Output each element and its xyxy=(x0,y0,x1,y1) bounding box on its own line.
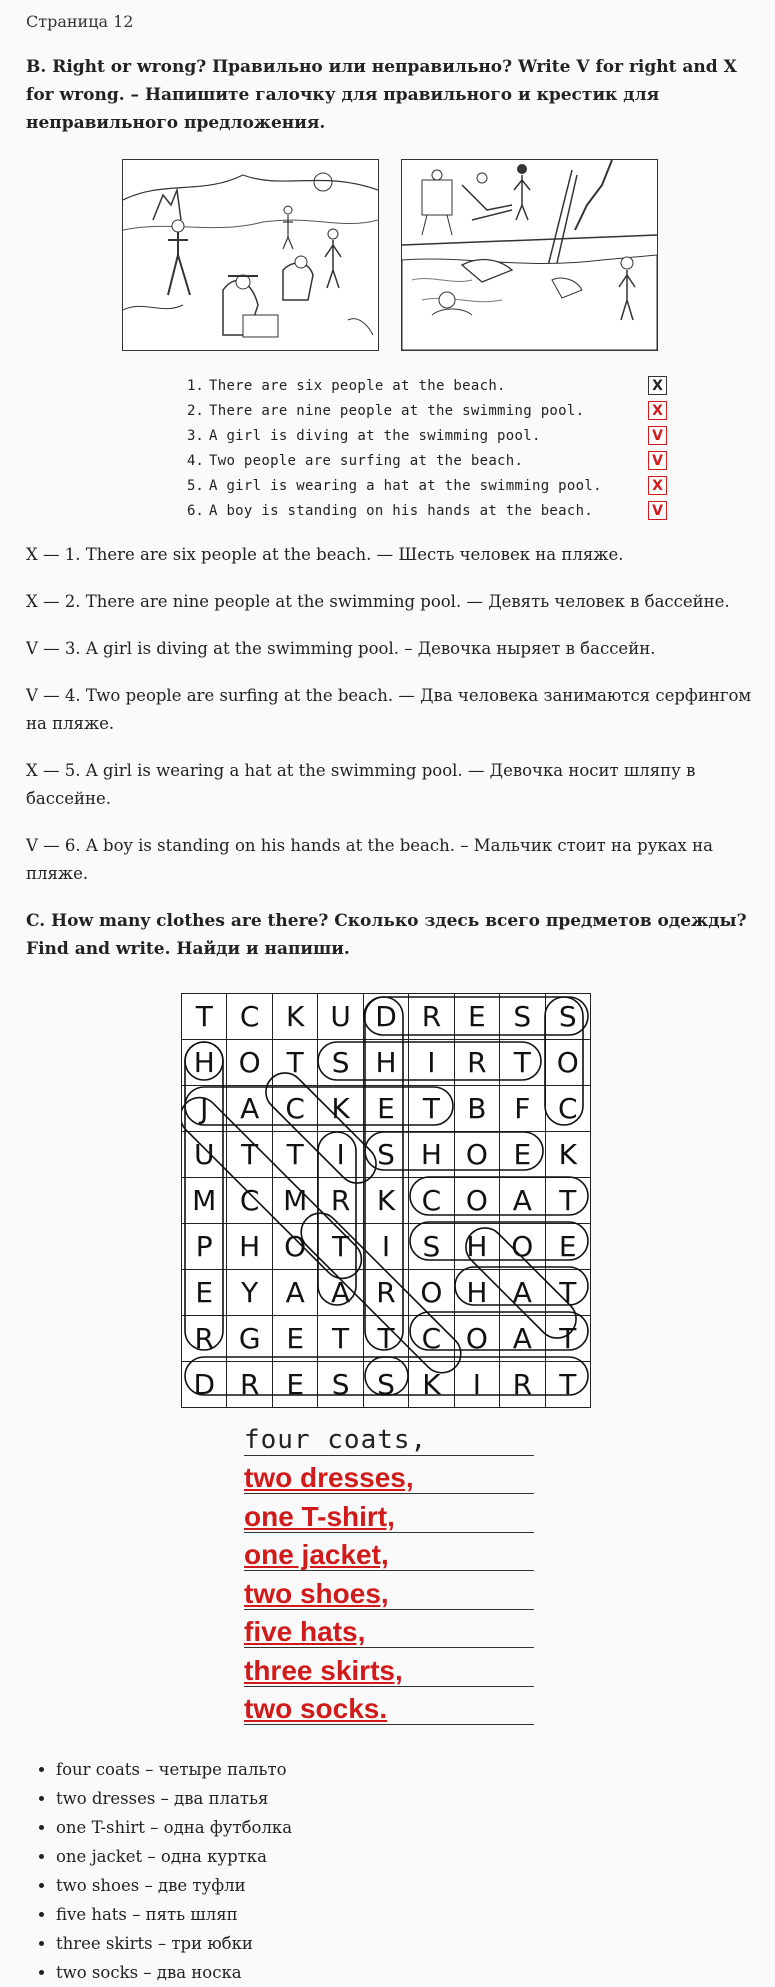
glossary-item: • three skirts – три юбки xyxy=(56,1929,754,1958)
grid-row xyxy=(182,1040,591,1086)
grid-cell: U xyxy=(318,994,363,1040)
statement-text: A girl is diving at the swimming pool. xyxy=(209,427,541,444)
written-answer: three skirts, xyxy=(244,1654,403,1686)
answer-mark-box: V xyxy=(648,426,667,445)
written-answers xyxy=(244,1417,534,1725)
answer-mark-box: X xyxy=(648,376,667,395)
written-answer: two shoes, xyxy=(244,1577,389,1609)
grid-cell: E xyxy=(272,1362,317,1408)
grid-cell: E xyxy=(272,1316,317,1362)
grid-cell: K xyxy=(363,1178,408,1224)
answer-line xyxy=(244,1533,534,1572)
grid-cell: H xyxy=(363,1040,408,1086)
statement-number: 2. xyxy=(187,402,204,419)
grid-row xyxy=(182,1132,591,1178)
grid-cell: H xyxy=(227,1224,272,1270)
glossary-item: • four coats – четыре пальто xyxy=(56,1755,754,1784)
grid-cell: T xyxy=(363,1316,408,1362)
grid-cell: T xyxy=(272,1040,317,1086)
grid-cell: A xyxy=(227,1086,272,1132)
grid-cell: C xyxy=(409,1178,454,1224)
answers-list xyxy=(26,541,754,888)
grid-row xyxy=(182,1224,591,1270)
answer-paragraph: X — 5. A girl is wearing a hat at the swimming pool. — Девочка носит шляпу в бассейне. xyxy=(26,761,696,808)
statements-list xyxy=(187,373,667,523)
grid-cell: Y xyxy=(227,1270,272,1316)
grid-cell: E xyxy=(182,1270,227,1316)
page-title: Страница 12 xyxy=(26,12,134,31)
grid-cell: O xyxy=(454,1132,499,1178)
answer-line xyxy=(244,1648,534,1687)
grid-cell: O xyxy=(272,1224,317,1270)
grid-cell: H xyxy=(182,1040,227,1086)
grid-cell: K xyxy=(545,1132,590,1178)
answer-line xyxy=(244,1687,534,1726)
grid-cell: E xyxy=(500,1132,545,1178)
statement-number: 4. xyxy=(187,452,204,469)
grid-cell: S xyxy=(318,1362,363,1408)
grid-cell: A xyxy=(500,1178,545,1224)
grid-cell: R xyxy=(318,1178,363,1224)
statement-number: 3. xyxy=(187,427,204,444)
grid-cell: R xyxy=(409,994,454,1040)
answer-line-example xyxy=(244,1417,534,1456)
answer-mark-box: X xyxy=(648,401,667,420)
written-answer: one T-shirt, xyxy=(244,1500,395,1532)
grid-cell: E xyxy=(363,1086,408,1132)
grid-row xyxy=(182,1316,591,1362)
grid-cell: O xyxy=(454,1178,499,1224)
grid-cell: P xyxy=(182,1224,227,1270)
grid-row xyxy=(182,994,591,1040)
grid-row xyxy=(182,1086,591,1132)
statement-row xyxy=(187,373,667,398)
grid-cell: C xyxy=(545,1086,590,1132)
answer-line xyxy=(244,1610,534,1649)
grid-cell: K xyxy=(318,1086,363,1132)
statement-text: Two people are surfing at the beach. xyxy=(209,452,524,469)
grid-cell: S xyxy=(500,994,545,1040)
grid-cell: K xyxy=(272,994,317,1040)
grid-cell: A xyxy=(500,1316,545,1362)
grid-row xyxy=(182,1270,591,1316)
grid-cell: G xyxy=(227,1316,272,1362)
grid-cell: I xyxy=(454,1362,499,1408)
example-answer: four coats, xyxy=(244,1424,428,1455)
grid-cell: H xyxy=(409,1132,454,1178)
answer-mark-box: V xyxy=(648,451,667,470)
pool-illustration xyxy=(401,159,658,351)
grid-cell: S xyxy=(409,1224,454,1270)
grid-cell: H xyxy=(454,1224,499,1270)
grid-cell: O xyxy=(545,1040,590,1086)
grid-cell: A xyxy=(500,1270,545,1316)
grid-cell: S xyxy=(363,1132,408,1178)
word-search-puzzle xyxy=(181,993,591,1403)
grid-row xyxy=(182,1362,591,1408)
statement-text: A boy is standing on his hands at the beach. xyxy=(209,502,594,519)
statement-text: There are six people at the beach. xyxy=(209,377,506,394)
grid-cell: D xyxy=(182,1362,227,1408)
grid-cell: K xyxy=(409,1362,454,1408)
illustrations xyxy=(26,159,754,351)
glossary-item: • two shoes – две туфли xyxy=(56,1871,754,1900)
statement-row xyxy=(187,398,667,423)
grid-cell: D xyxy=(363,994,408,1040)
grid-cell: T xyxy=(500,1040,545,1086)
glossary-item: • one jacket – одна куртка xyxy=(56,1842,754,1871)
section-b-heading: B. Right or wrong? Правильно или неправильно? Write V for right and X for wrong. – Напишите галочку для правильного и крестик для неправильного предложения. xyxy=(26,57,737,133)
grid-cell: E xyxy=(545,1224,590,1270)
answer-line xyxy=(244,1571,534,1610)
beach-drawing xyxy=(123,160,378,350)
grid-cell: S xyxy=(318,1040,363,1086)
glossary-list xyxy=(26,1755,754,1987)
answer-mark-box: V xyxy=(648,501,667,520)
grid-cell: U xyxy=(182,1132,227,1178)
grid-cell: H xyxy=(454,1270,499,1316)
answer-paragraph: X — 1. There are six people at the beach. — Шесть человек на пляже. xyxy=(26,545,624,564)
word-search-grid xyxy=(181,993,591,1408)
grid-cell: O xyxy=(500,1224,545,1270)
written-answer: one jacket, xyxy=(244,1539,389,1570)
statement-row xyxy=(187,423,667,448)
grid-cell: I xyxy=(318,1132,363,1178)
grid-cell: F xyxy=(500,1086,545,1132)
statement-row xyxy=(187,448,667,473)
grid-cell: J xyxy=(182,1086,227,1132)
grid-cell: O xyxy=(454,1316,499,1362)
answer-mark-box: X xyxy=(648,476,667,495)
grid-cell: R xyxy=(454,1040,499,1086)
grid-cell: O xyxy=(409,1270,454,1316)
statement-number: 6. xyxy=(187,502,204,519)
grid-cell: C xyxy=(272,1086,317,1132)
grid-cell: T xyxy=(318,1224,363,1270)
grid-cell: A xyxy=(272,1270,317,1316)
glossary-item: • one T-shirt – одна футболка xyxy=(56,1813,754,1842)
glossary-item: • two dresses – два платья xyxy=(56,1784,754,1813)
grid-cell: M xyxy=(182,1178,227,1224)
written-answer: two dresses, xyxy=(244,1462,414,1493)
grid-cell: T xyxy=(545,1270,590,1316)
grid-cell: S xyxy=(545,994,590,1040)
grid-cell: R xyxy=(363,1270,408,1316)
written-answer: two socks. xyxy=(244,1693,388,1724)
answer-paragraph: V — 6. A boy is standing on his hands at the beach. – Мальчик стоит на руках на пляже. xyxy=(26,836,713,883)
answer-paragraph: X — 2. There are nine people at the swimming pool. — Девять человек в бассейне. xyxy=(26,592,730,611)
statement-text: A girl is wearing a hat at the swimming pool. xyxy=(209,477,602,494)
answer-paragraph: V — 4. Two people are surfing at the beach. — Два человека занимаются серфингом на пляже. xyxy=(26,686,752,733)
glossary-item: • two socks – два носка xyxy=(56,1958,754,1987)
grid-cell: I xyxy=(363,1224,408,1270)
statement-number: 5. xyxy=(187,477,204,494)
grid-cell: C xyxy=(409,1316,454,1362)
statement-row xyxy=(187,498,667,523)
answer-line xyxy=(244,1456,534,1495)
grid-cell: R xyxy=(227,1362,272,1408)
grid-row xyxy=(182,1178,591,1224)
grid-cell: T xyxy=(409,1086,454,1132)
answer-paragraph: V — 3. A girl is diving at the swimming pool. – Девочка ныряет в бассейн. xyxy=(26,639,656,658)
statement-row xyxy=(187,473,667,498)
grid-cell: M xyxy=(272,1178,317,1224)
grid-cell: C xyxy=(227,1178,272,1224)
beach-illustration xyxy=(122,159,379,351)
grid-cell: T xyxy=(272,1132,317,1178)
grid-cell: T xyxy=(545,1362,590,1408)
grid-cell: T xyxy=(318,1316,363,1362)
grid-cell: B xyxy=(454,1086,499,1132)
grid-cell: A xyxy=(318,1270,363,1316)
grid-cell: T xyxy=(182,994,227,1040)
grid-cell: E xyxy=(454,994,499,1040)
statement-text: There are nine people at the swimming pool. xyxy=(209,402,585,419)
grid-cell: O xyxy=(227,1040,272,1086)
grid-cell: R xyxy=(500,1362,545,1408)
section-c-heading: C. How many clothes are there? Сколько здесь всего предметов одежды? Find and write. Найди и напиши. xyxy=(26,911,747,959)
grid-cell: R xyxy=(182,1316,227,1362)
grid-cell: S xyxy=(363,1362,408,1408)
pool-drawing xyxy=(402,160,657,350)
written-answer: five hats, xyxy=(244,1616,366,1647)
grid-cell: T xyxy=(227,1132,272,1178)
section-c xyxy=(26,907,754,1987)
grid-cell: T xyxy=(545,1316,590,1362)
section-b xyxy=(26,53,754,888)
grid-cell: C xyxy=(227,994,272,1040)
glossary-item: • five hats – пять шляп xyxy=(56,1900,754,1929)
grid-cell: I xyxy=(409,1040,454,1086)
statement-number: 1. xyxy=(187,377,204,394)
answer-line xyxy=(244,1494,534,1533)
grid-cell: T xyxy=(545,1178,590,1224)
